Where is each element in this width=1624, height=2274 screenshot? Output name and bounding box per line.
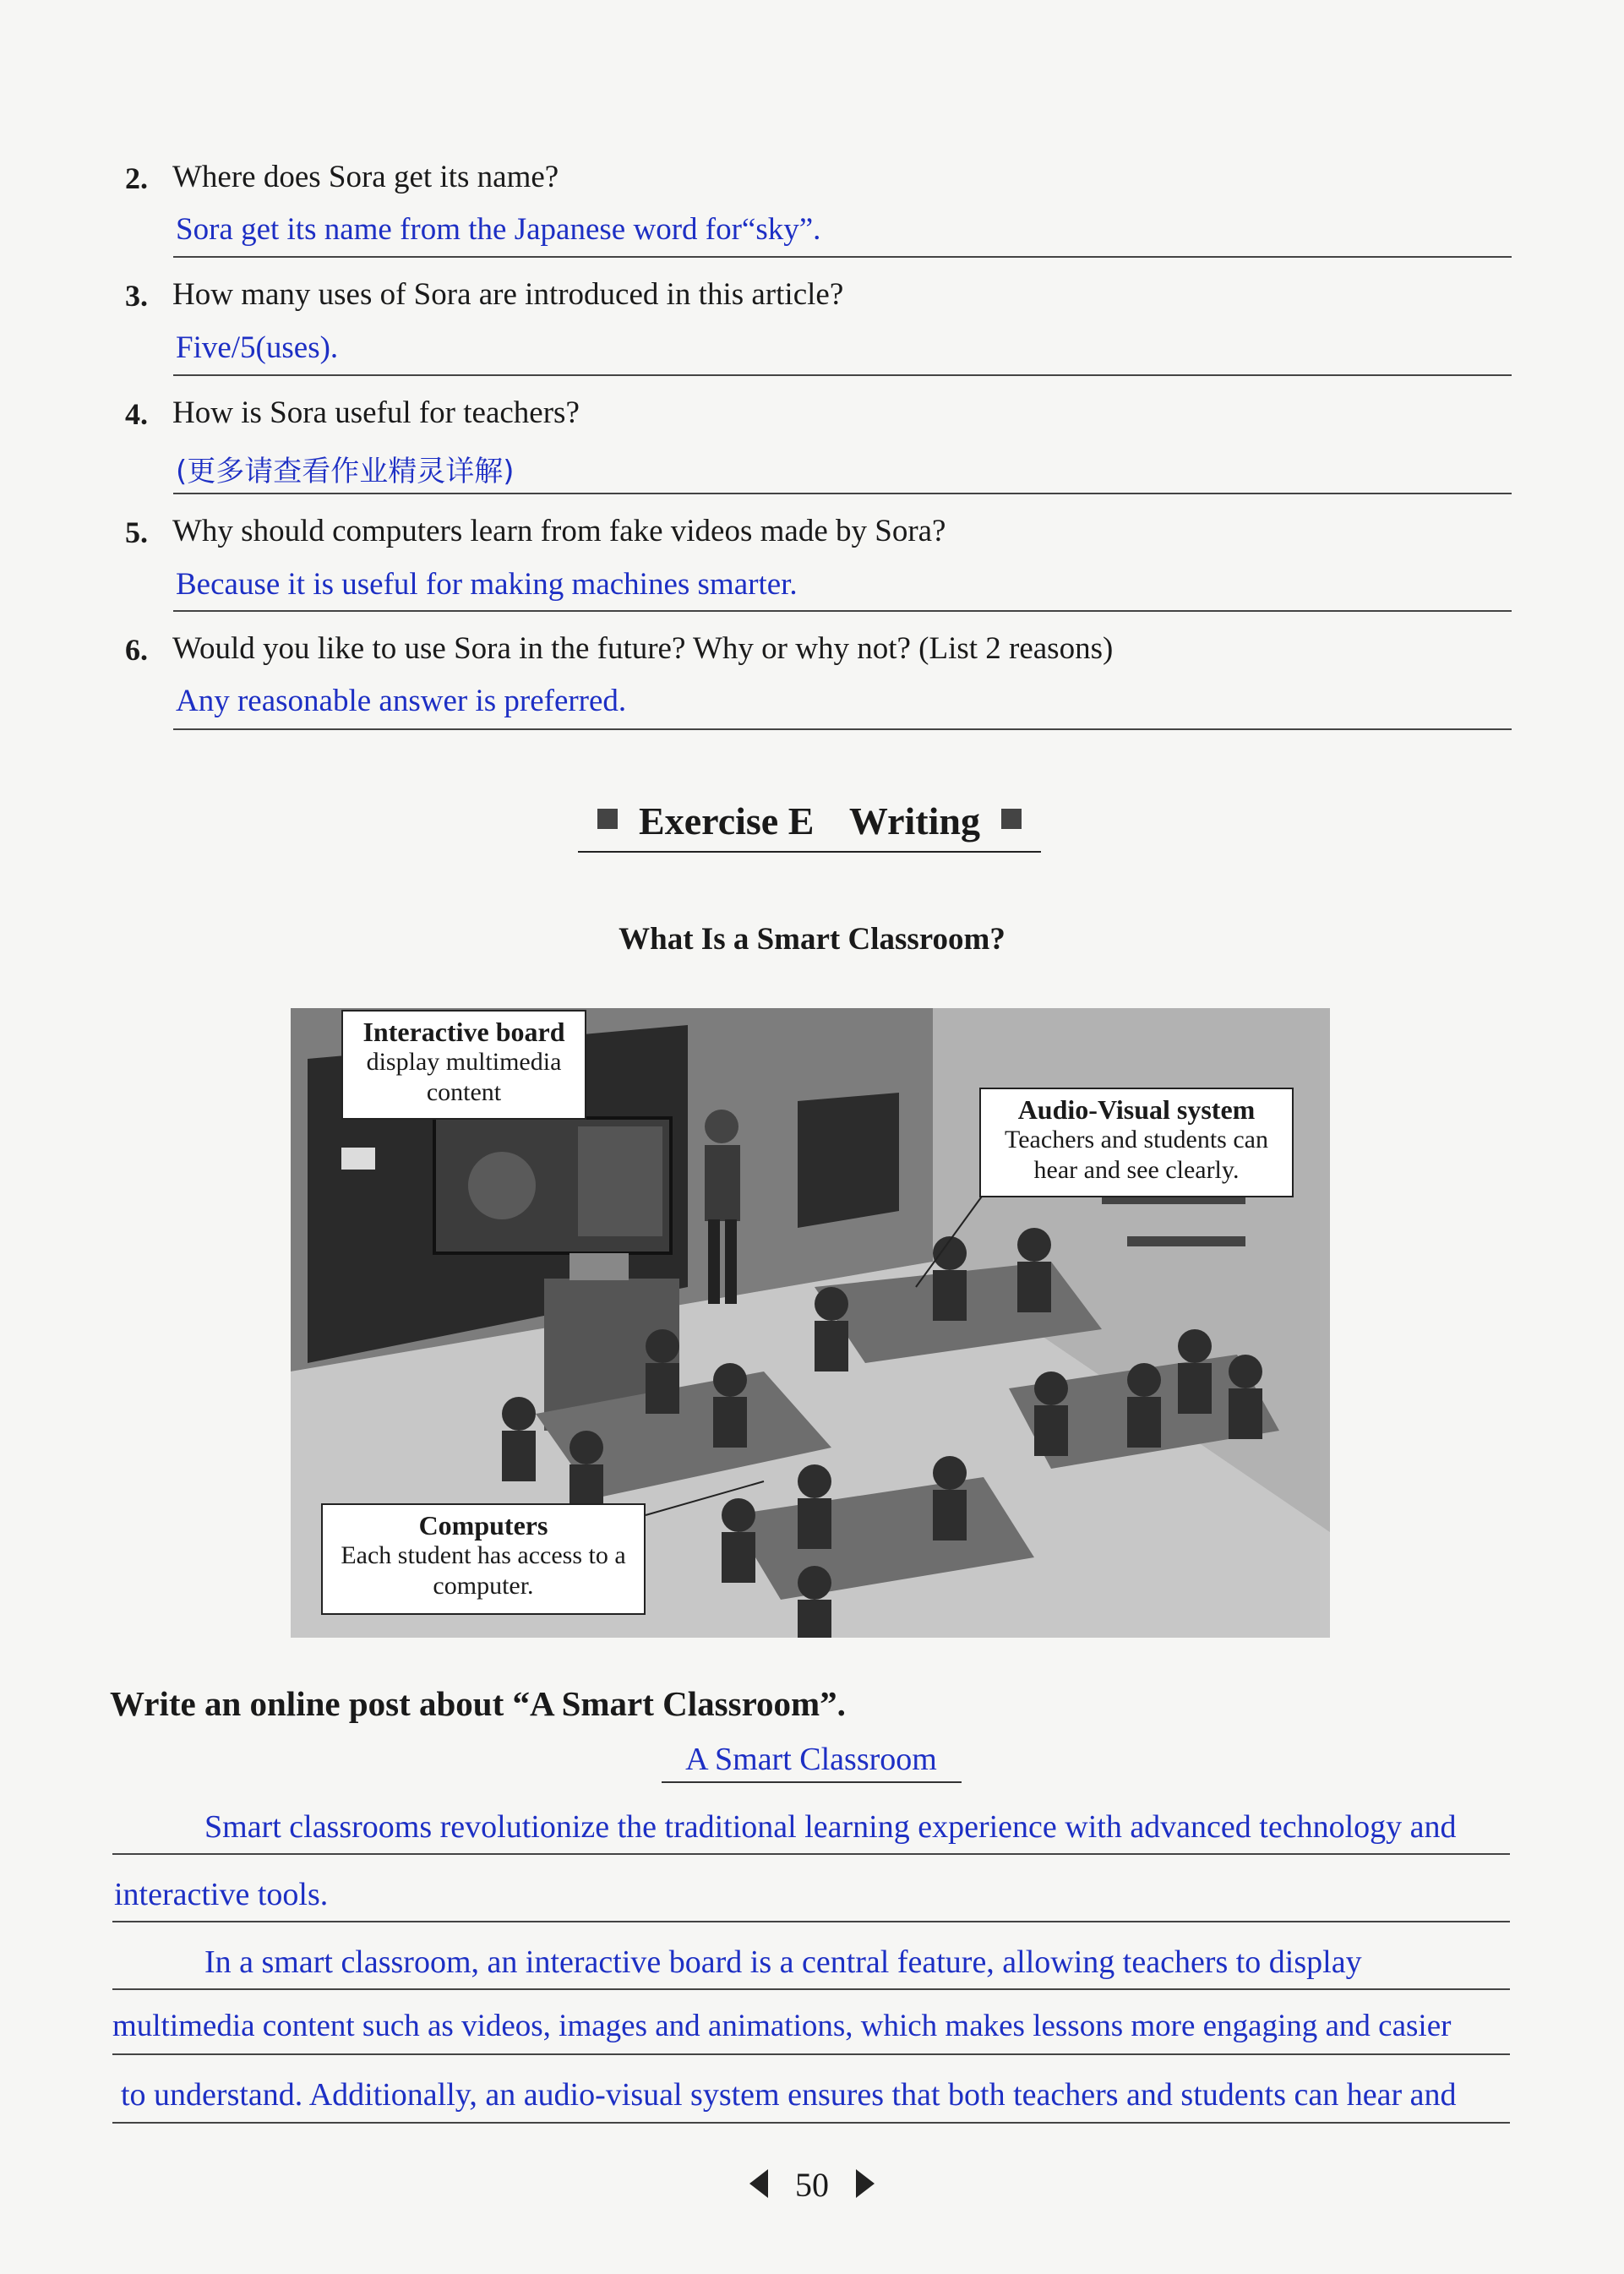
answer-line xyxy=(173,493,1512,494)
question-number: 5. xyxy=(125,515,148,549)
question-number: 3. xyxy=(125,279,148,313)
writing-prompt: Write an online post about “A Smart Classroom”. xyxy=(110,1684,846,1723)
callout-computers xyxy=(321,1503,646,1615)
writing-line xyxy=(112,1921,1510,1922)
question-number: 2. xyxy=(125,161,148,195)
exercise-label: Exercise E xyxy=(639,799,815,843)
answer-line xyxy=(173,374,1512,376)
post-line: Smart classrooms revolutionize the traditional learning experience with advanced technology and xyxy=(204,1809,1457,1845)
next-page-icon[interactable] xyxy=(856,2169,875,2198)
callout-title: Computers xyxy=(418,1510,548,1541)
page-number: 50 xyxy=(795,2166,829,2204)
callout-title: Interactive board xyxy=(362,1017,565,1047)
post-line: In a smart classroom, an interactive board is a central feature, allowing teachers to display xyxy=(204,1944,1362,1980)
exercise-name: Writing xyxy=(848,799,980,843)
question-number: 6. xyxy=(125,633,148,667)
answer-line xyxy=(173,728,1512,730)
post-line: multimedia content such as videos, images and animations, which makes lessons more engaging and casier xyxy=(112,2009,1452,2043)
post-line: interactive tools. xyxy=(114,1877,329,1912)
post-title-underline xyxy=(662,1781,962,1783)
question-text: How is Sora useful for teachers? xyxy=(172,395,580,430)
page-navigator xyxy=(0,2165,1624,2205)
answer-text: (更多请查看作业精灵详解) xyxy=(176,455,515,488)
section-title xyxy=(578,799,1041,849)
post-line: to understand. Additionally, an audio-visual system ensures that both teachers and students can hear and xyxy=(121,2077,1457,2113)
previous-page-icon[interactable] xyxy=(749,2169,768,2198)
callout-audio-visual xyxy=(979,1088,1294,1197)
title-underline xyxy=(578,851,1041,853)
smart-classroom-illustration xyxy=(291,1008,1330,1638)
answer-line xyxy=(173,256,1512,258)
question-number: 4. xyxy=(125,397,148,431)
question-text: Would you like to use Sora in the future? Why or why not? (List 2 reasons) xyxy=(172,631,1114,666)
answer-text: Sora get its name from the Japanese word for“sky”. xyxy=(176,212,821,247)
writing-line xyxy=(112,1988,1510,1990)
answer-line xyxy=(173,610,1512,612)
square-bullet-icon xyxy=(597,809,618,829)
answer-text: Because it is useful for making machines smarter. xyxy=(176,567,798,602)
question-text: Why should computers learn from fake videos made by Sora? xyxy=(172,514,946,548)
illustration-title: What Is a Smart Classroom? xyxy=(619,922,1005,957)
writing-line xyxy=(112,2122,1510,2124)
writing-line xyxy=(112,1853,1510,1855)
square-bullet-icon xyxy=(1001,809,1022,829)
answer-text: Any reasonable answer is preferred. xyxy=(176,684,627,718)
callout-text: display multimedia content xyxy=(366,1048,562,1106)
answer-text: Five/5(uses). xyxy=(176,330,339,365)
callout-text: Teachers and students can hear and see clearly. xyxy=(1005,1126,1268,1184)
post-title: A Smart Classroom xyxy=(685,1742,937,1777)
callout-interactive-board xyxy=(341,1010,586,1120)
callout-title: Audio-Visual system xyxy=(1017,1094,1256,1125)
callout-text: Each student has access to a computer. xyxy=(341,1541,626,1600)
question-text: How many uses of Sora are introduced in this article? xyxy=(172,277,844,312)
writing-line xyxy=(112,2053,1510,2055)
question-text: Where does Sora get its name? xyxy=(172,160,559,194)
